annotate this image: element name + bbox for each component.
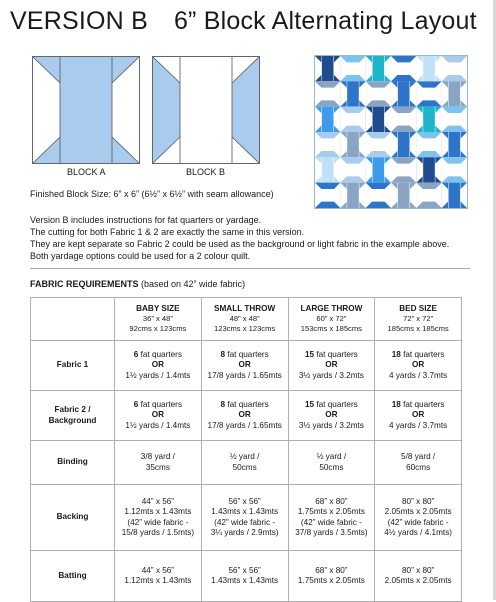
block-b-caption: BLOCK B	[186, 167, 226, 177]
block-b-center	[180, 57, 232, 163]
description-line: They are kept separate so Fabric 2 could be used as the background or light fabric in the example above.	[30, 239, 450, 249]
row-label-backing: Backing	[31, 485, 115, 551]
table-row-fabric-1	[31, 341, 462, 391]
requirements-note: (based on 42” wide fabric)	[138, 279, 246, 289]
fabric-requirements-table	[30, 297, 462, 602]
table-cell: 15 fat quarters OR 3½ yards / 3.2mts	[288, 341, 375, 391]
block-a-caption: BLOCK A	[67, 167, 106, 177]
table-cell: ½ yard / 50cms	[201, 441, 288, 485]
row-label-fabric-2: Fabric 2 / Background	[31, 391, 115, 441]
column-header-baby-size: BABY SIZE 36” x 48” 92cms x 123cms	[115, 298, 202, 341]
version-label: VERSION B	[10, 7, 148, 35]
description-line: The cutting for both Fabric 1 & 2 are exactly the same in this version.	[30, 227, 305, 237]
table-cell: 80” x 80” 2.05mts x 2.05mts (42” wide fabric - 4½ yards / 4.1mts)	[375, 485, 462, 551]
table-cell: 8 fat quarters OR 17/8 yards / 1.65mts	[201, 341, 288, 391]
table-cell: 5/8 yard / 60cms	[375, 441, 462, 485]
section-divider	[30, 268, 470, 269]
row-label-binding: Binding	[31, 441, 115, 485]
column-header-small-throw: SMALL THROW 48” x 48” 123cms x 123cms	[201, 298, 288, 341]
table-cell: 80” x 80” 2.05mts x 2.05mts	[375, 551, 462, 602]
table-row-batting	[31, 551, 462, 602]
table-cell: 3/8 yard / 35cms	[115, 441, 202, 485]
table-row-backing	[31, 485, 462, 551]
table-cell: 56” x 56” 1.43mts x 1.43mts (42” wide fabric - 3¼ yards / 2.9mts)	[201, 485, 288, 551]
description-line: Version B includes instructions for fat quarters or yardage.	[30, 215, 262, 225]
layout-subtitle: 6” Block Alternating Layout	[173, 7, 477, 35]
table-row-binding	[31, 441, 462, 485]
row-label-batting: Batting	[31, 551, 115, 602]
table-cell: 44” x 56” 1.12mts x 1.43mts	[115, 551, 202, 602]
column-header-large-throw: LARGE THROW 60” x 72” 153cms x 185cms	[288, 298, 375, 341]
version-description	[30, 214, 449, 262]
table-cell: 44” x 56” 1.12mts x 1.43mts (42” wide fabric - 15/8 yards / 1.5mts)	[115, 485, 202, 551]
table-cell: 8 fat quarters OR 17/8 yards / 1.65mts	[201, 391, 288, 441]
table-cell: 56” x 56” 1.43mts x 1.43mts	[201, 551, 288, 602]
quilt-layout-preview	[314, 55, 468, 209]
table-cell: 15 fat quarters OR 3½ yards / 3.2mts	[288, 391, 375, 441]
table-cell: 18 fat quarters OR 4 yards / 3.7mts	[375, 341, 462, 391]
table-cell: 18 fat quarters OR 4 yards / 3.7mts	[375, 391, 462, 441]
table-cell: 68” x 80” 1.75mts x 2.05mts	[288, 551, 375, 602]
description-line: Both yardage options could be used for a 2 colour quilt.	[30, 251, 251, 261]
page-title	[10, 6, 477, 36]
row-label-fabric-1: Fabric 1	[31, 341, 115, 391]
block-b-diagram	[152, 56, 260, 164]
block-a-diagram	[32, 56, 140, 164]
table-cell: ½ yard / 50cms	[288, 441, 375, 485]
finished-block-size: Finished Block Size: 6” x 6” (6½” x 6½” with seam allowance)	[30, 189, 274, 199]
table-cell: 6 fat quarters OR 1½ yards / 1.4mts	[115, 341, 202, 391]
table-row-fabric-2	[31, 391, 462, 441]
column-header-bed-size: BED SIZE 72” x 72” 185cms x 185cms	[375, 298, 462, 341]
table-header-row	[31, 298, 462, 341]
header-empty-cell	[31, 298, 115, 341]
table-cell: 6 fat quarters OR 1½ yards / 1.4mts	[115, 391, 202, 441]
fabric-requirements-heading	[30, 279, 245, 289]
table-cell: 68” x 80” 1.75mts x 2.05mts (42” wide fabric - 37/8 yards / 3.5mts)	[288, 485, 375, 551]
requirements-title: FABRIC REQUIREMENTS	[30, 279, 139, 289]
